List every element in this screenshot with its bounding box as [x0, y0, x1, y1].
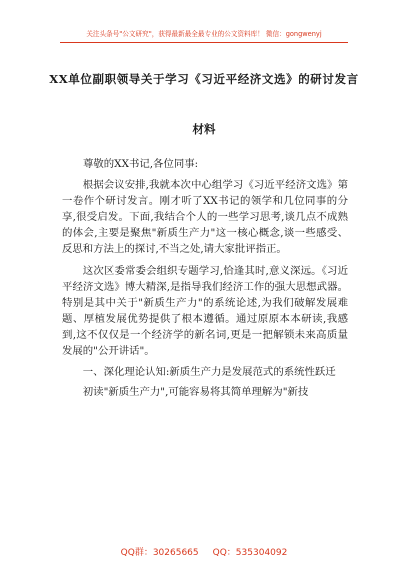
header-promo-text: 关注头条号"公文研究"，获得最新最全最专业的公文资料库！ 微信：gongwenyj	[86, 30, 322, 38]
footer-contact	[0, 545, 408, 558]
document-title: XX单位副职领导关于学习《习近平经济文选》的研讨发言	[49, 72, 359, 86]
paragraph-3: 初读"新质生产力",可能容易将其简单理解为"新技	[82, 386, 309, 399]
footer-qq: QQ：535304092	[212, 548, 288, 558]
section-heading-1: 一、深化理论认知:新质生产力是发展范式的系统性跃迁	[82, 366, 336, 379]
salutation: 尊敬的XX书记,各位同事:	[83, 158, 199, 170]
header-divider	[60, 42, 348, 43]
footer-qq-group: QQ群：30265665	[120, 548, 199, 558]
document-title-continuation: 材料	[192, 122, 216, 136]
paragraph-2: 这次区委常委会组织专题学习,恰逢其时,意义深远。《习近平经济文选》博大精深,是指导我们经济工作的强大思想武器。特别是其中关于"新质生产力"的系统论述,为我们破解发展难题、厚植发展优势提供了根本遵循。通过原原本本研读,我感到,这不仅仅是一个经济学的新名词,更是一把解锁未来高质量发展的"公开讲话"。	[62, 264, 348, 358]
document-body	[62, 156, 348, 405]
paragraph-1: 根据会议安排,我就本次中心组学习《习近平经济文选》第一卷作个研讨发言。刚才听了XX书记的领学和几位同事的分享,很受启发。下面,我结合个人的一些学习思考,谈几点不成熟的体会,主要是聚焦"新质生产力"这一核心概念,谈一些感受、反思和方法上的探讨,不当之处,请大家批评指正。	[62, 179, 348, 256]
